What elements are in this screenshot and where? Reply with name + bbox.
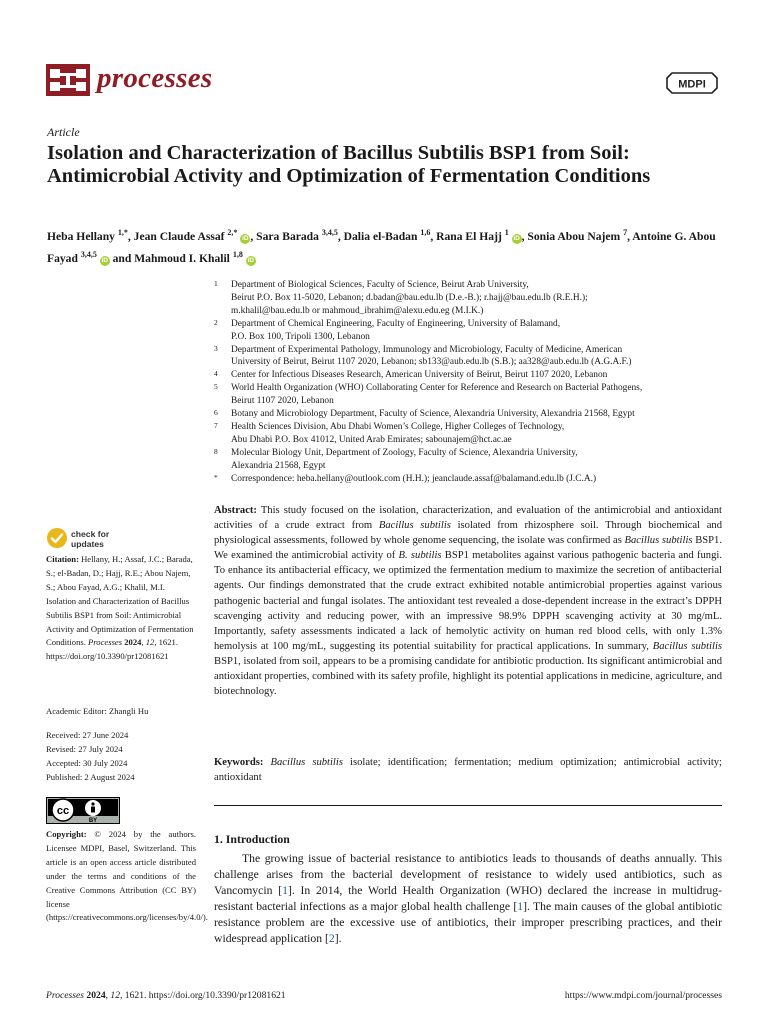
copyright-label: Copyright:	[46, 829, 87, 839]
orcid-icon[interactable]: iD	[513, 234, 520, 242]
author-affiliation-marker: 1,*	[117, 228, 128, 237]
copyright-text: © 2024 by the authors. Licensee MDPI, Basel, Switzerland. This article is an open access article distributed under the terms and conditions of the Creative Commons Attribution (CC BY) license (https://creativecommons.org/licenses/by/4.0/).	[46, 829, 208, 923]
affiliation-number: 5	[214, 382, 218, 392]
footer-citation: Processes 2024, 12, 1621. https://doi.org/10.3390/pr12081621	[46, 990, 286, 1001]
author-affiliation-marker: 1	[504, 228, 509, 237]
keywords	[214, 755, 722, 785]
affiliations-list	[214, 279, 724, 486]
publication-dates	[46, 729, 196, 785]
affiliation-text: Botany and Microbiology Department, Faculty of Science, Alexandria University, Alexandria 21568, Egypt	[231, 409, 635, 420]
citation-link[interactable]: 1	[282, 884, 288, 898]
footer-volume: 12	[110, 990, 120, 1001]
text-run	[263, 757, 270, 768]
check-for-updates-label: check for updates	[71, 529, 110, 549]
introduction-heading: 1. Introduction	[214, 832, 290, 846]
author-affiliation-marker: 3,4,5	[321, 228, 338, 237]
citation-text: Hellany, H.; Assaf, J.C.; Barada, S.; el-Badan, D.; Hajj, R.E.; Abou Najem, S.; Abou Fayad, A.G.; Khalil, M.I. Isolation and Characterization of Bacillus Subtilis BSP1 from Soil: Antimicrobial Activity and Optimization of Fermentation Conditions.	[46, 554, 194, 648]
check-for-updates-button[interactable]	[46, 527, 146, 553]
text-run: ]. In 2014, the World Health Organization (WHO) declared the increase in multidrug-resistant bacterial infections as a major global health challenge [	[214, 884, 723, 914]
author-name: Antoine G. Abou Fayad	[47, 229, 716, 265]
author-separator: and	[109, 251, 135, 265]
citation-volume: 12	[145, 637, 155, 648]
affiliation-number: 8	[214, 446, 218, 456]
affiliation-number: 4	[214, 369, 218, 379]
author-name: Sara Barada	[256, 229, 319, 243]
footer-journal: Processes	[46, 990, 85, 1001]
orcid-icon[interactable]: iD	[101, 256, 108, 264]
species-name: Bacillus subtilis	[270, 757, 343, 768]
affiliation-number: 1	[214, 279, 218, 288]
affiliation-item	[214, 473, 724, 486]
publication-date: Published: 2 August 2024	[46, 771, 135, 782]
cc-by-license-icon[interactable]	[46, 797, 120, 824]
author-separator: ,	[627, 229, 633, 243]
text-run: BSP1 metabolites against various pathogenic bacteria and fungi. To enhance its antibacterial efficacy, we optimized the fermentation medium to maximize the secretion of antibacterial agents. Our findings demonstrated that the crude extract exhibited notable antimicrobial properties against various pathogenic bacterial and fungal isolates. The antioxidant test revealed a dose-dependent increase in the extract’s DPPH scavenging activity and reducing power, with an impressive 98.9% DPPH scavenging activity at 30 mg/mL. Importantly, safety assessments indicated a lack of hemolytic activity on human red blood cells, with only 1.3% hemolysis at 100 mg/mL, suggesting its potential suitability for practical applications. In summary,	[214, 550, 722, 652]
text-run: isolate; identification; fermentation; medium optimization; antimicrobial activity; antioxidant	[214, 757, 722, 784]
affiliation-text: Molecular Biology Unit, Department of Zoology, Faculty of Science, Alexandria University, Alexandria 21568, Egypt	[231, 447, 578, 471]
text-run: The growing issue of bacterial resistance to antibiotics leads to thousands of deaths annually. This challenge arises from the bacterial development of resistance to widely used antibiotics, such as Vancomycin [	[214, 852, 722, 898]
journal-name: processes	[97, 62, 213, 94]
text-run: BSP1, isolated from soil, appears to be a promising candidate for antibiotic production. Its significant antimicrobial and antioxidant properties, combined with its safety profile, highlight its potential applications in medicine, agriculture, and biotechnology.	[214, 655, 722, 698]
author-list	[47, 224, 727, 268]
footer-doi-link[interactable]: , 1621. https://doi.org/10.3390/pr12081621	[120, 990, 286, 1001]
article-title: Isolation and Characterization of Bacillus Subtilis BSP1 from Soil: Antimicrobial Activity and Optimization of Fermentation Conditions	[47, 142, 651, 187]
author-name: Mahmoud I. Khalil	[134, 251, 230, 265]
section-divider	[214, 805, 722, 806]
affiliation-text: Department of Experimental Pathology, Immunology and Microbiology, Faculty of Medicine, American University of Beirut, Beirut 1107 2020, Lebanon; sb133@aub.edu.lb (S.B.); aa328@aub.edu.lb (A.G.A.F.)	[231, 344, 632, 368]
author-separator: ,	[127, 229, 134, 243]
affiliation-text: Department of Chemical Engineering, Faculty of Engineering, University of Balamand, P.O. Box 100, Tripoli 1300, Lebanon	[231, 318, 561, 342]
publication-date: Revised: 27 July 2024	[46, 743, 123, 754]
affiliation-item	[214, 344, 724, 370]
affiliation-number: 3	[214, 343, 218, 353]
orcid-icon[interactable]: iD	[247, 256, 254, 264]
affiliation-item	[214, 318, 724, 344]
author-name: Dalia el-Badan	[343, 229, 418, 243]
author-name: Heba Hellany	[47, 229, 115, 243]
affiliation-item	[214, 421, 724, 447]
abstract-text	[214, 505, 722, 697]
affiliation-text: Health Sciences Division, Abu Dhabi Women’s College, Higher Colleges of Technology, Abu Dhabi P.O. Box 41012, United Arab Emirates; sabounajem@hct.ac.ae	[231, 421, 565, 445]
orcid-icon[interactable]: iD	[242, 234, 249, 242]
svg-text:cc: cc	[56, 805, 70, 817]
author-affiliation-marker: 7	[623, 228, 628, 237]
author-separator: ,	[337, 229, 344, 243]
affiliation-text: World Health Organization (WHO) Collaborating Center for Reference and Research on Bacterial Pathogens, Beirut 1107 2020, Lebanon	[231, 383, 643, 407]
affiliation-text: Department of Biological Sciences, Faculty of Science, Beirut Arab University, Beirut P.O. Box 11-5020, Lebanon; d.badan@bau.edu.lb (D.e.-B.); r.hajj@bau.edu.lb (R.E.H.); m.khalil@bau.edu.lb or mahmoud_ibrahim@alexu.edu.eg (M.I.K.)	[231, 280, 588, 316]
citation-link[interactable]: 1	[517, 900, 524, 914]
academic-editor: Academic Editor: Zhangli Hu	[46, 706, 149, 716]
author-name: Rana El Hajj	[436, 229, 502, 243]
affiliation-text: Center for Infectious Diseases Research, American University of Beirut, Beirut 1107 2020, Lebanon	[231, 370, 608, 381]
citation-block: Citation: Hellany, H.; Assaf, J.C.; Barada, S.; el-Badan, D.; Hajj, R.E.; Abou Najem, S.; Abou Fayad, A.G.; Khalil, M.I. Isolation and Characterization of Bacillus Subtilis BSP1 from Soil: Antimicrobial Activity and Optimization of Fermentation Conditions. Processes 2024, 12, 1621. https://doi.org/10.3390/pr12081621	[46, 554, 194, 662]
citation-link[interactable]: 2	[328, 932, 335, 946]
copyright-notice	[46, 828, 208, 925]
author-affiliation-marker: 1,6	[420, 228, 431, 237]
affiliation-item	[214, 408, 724, 421]
author-separator: ,	[521, 229, 528, 243]
publication-date: Received: 27 June 2024	[46, 730, 129, 740]
affiliation-number: 7	[214, 420, 218, 430]
affiliation-item	[214, 369, 724, 382]
affiliation-item	[214, 447, 724, 473]
species-name: Bacillus subtilis	[624, 535, 693, 547]
abstract	[214, 503, 722, 699]
text-run: ].	[334, 932, 342, 946]
affiliation-item	[214, 382, 724, 408]
publication-date: Accepted: 30 July 2024	[46, 757, 128, 768]
author-affiliation-marker: 2,*	[227, 228, 238, 237]
affiliation-number: 2	[214, 317, 218, 327]
article-type: Article	[47, 125, 80, 139]
footer-journal-url[interactable]: https://www.mdpi.com/journal/processes	[564, 990, 722, 1001]
keywords-label: Keywords:	[214, 757, 264, 768]
author-affiliation-marker: 3,4,5	[80, 249, 97, 259]
author-affiliation-marker: 1,8	[232, 249, 243, 259]
mdpi-logo-icon	[666, 72, 718, 94]
text-run: BSP1. We examined the antimicrobial activity of	[214, 535, 722, 562]
text-run: ]. The main causes of the global antibiotic resistance problem are the excessive use of antibiotics, their improper prescribing practices, and their widespread application [	[214, 900, 722, 946]
text-run: This study focused on the isolation, characterization, and evaluation of the antimicrobial and antioxidant activities of a crude extract from	[214, 505, 722, 532]
species-name: Bacillus subtilis	[378, 520, 451, 532]
species-name: Bacillus subtilis	[652, 640, 723, 652]
introduction-paragraph	[214, 851, 722, 948]
cc-badge-text: BY	[88, 818, 98, 824]
affiliation-text: Correspondence: heba.hellany@outlook.com (H.H.); jeanclaude.assaf@balamand.edu.lb (J.C.A.)	[231, 473, 597, 484]
text-run: isolated from rhizosphere soil. Through biochemical and physiological assessments, followed by whole genome sequencing, the isolate was confirmed as	[214, 520, 722, 547]
affiliation-item	[214, 279, 724, 318]
citation-label: Citation:	[46, 554, 79, 564]
keywords-text	[214, 757, 722, 783]
author-separator: ,	[430, 229, 437, 243]
affiliation-number: *	[214, 472, 218, 482]
citation-doi[interactable]: , 1621. https://doi.org/10.3390/pr12081621	[46, 637, 178, 662]
check-for-updates-icon	[46, 527, 68, 549]
author-separator: ,	[250, 229, 257, 243]
citation-year: 2024	[124, 637, 142, 648]
processes-logo-icon	[46, 64, 90, 96]
footer-year: 2024	[86, 990, 106, 1001]
mdpi-logo-text: MDPI	[678, 78, 706, 91]
abstract-label: Abstract:	[214, 505, 257, 516]
citation-journal: Processes	[88, 637, 123, 648]
affiliation-number: 6	[214, 408, 218, 418]
species-name: B. subtilis	[398, 550, 442, 562]
author-name: Sonia Abou Najem	[527, 229, 621, 243]
author-name: Jean Claude Assaf	[133, 229, 225, 243]
